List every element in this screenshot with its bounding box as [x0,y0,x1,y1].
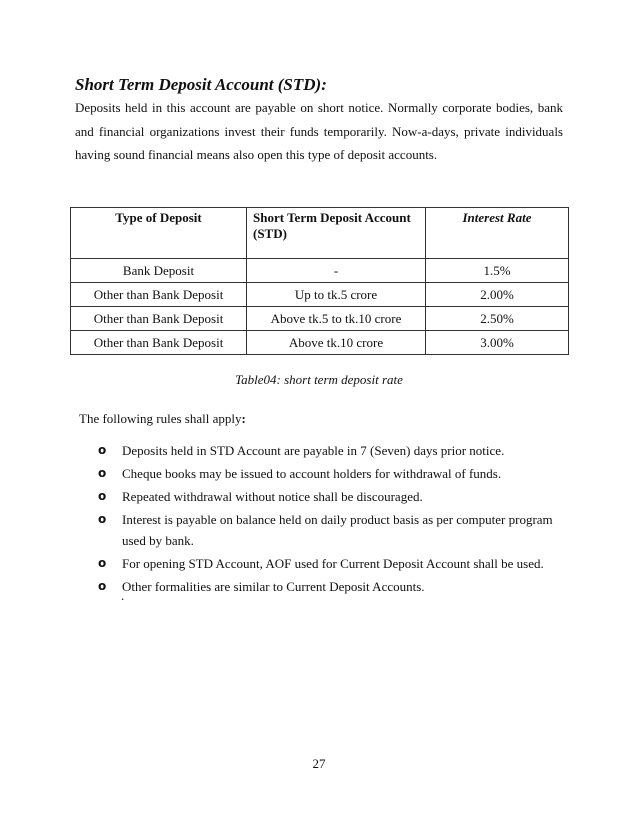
table-row [71,307,569,331]
hollow-bullet-icon: o [98,489,107,503]
hollow-bullet-icon: o [98,556,107,570]
list-item-text: Deposits held in STD Account are payable in 7 (Seven) days prior notice. [122,443,505,458]
hollow-bullet-icon: o [98,466,107,480]
cell-rate: 1.5% [426,259,569,283]
list-item [96,486,571,507]
rules-list [96,440,571,599]
list-item [96,463,571,484]
list-item [96,553,571,574]
list-item-text: Interest is payable on balance held on daily product basis as per computer program used by bank. [122,512,553,548]
deposit-rate-table [70,207,569,355]
trailing-mark: . [121,588,125,603]
list-item [96,440,571,461]
rules-intro-text: The following rules shall apply [79,411,242,426]
list-item [96,576,571,597]
intro-paragraph: Deposits held in this account are payable on short notice. Normally corporate bodies, bank and financial organizations invest their funds temporarily. Now-a-days, private individuals having sound financial means also open this type of deposit accounts. [75,100,563,162]
cell-std: - [247,259,426,283]
cell-std: Up to tk.5 crore [247,283,426,307]
table-row [71,283,569,307]
section-heading: Short Term Deposit Account (STD): [75,75,327,94]
cell-type: Other than Bank Deposit [71,331,247,355]
cell-rate: 2.00% [426,283,569,307]
table-row [71,331,569,355]
cell-type: Other than Bank Deposit [71,283,247,307]
cell-std: Above tk.5 to tk.10 crore [247,307,426,331]
column-header-rate: Interest Rate [426,208,569,259]
list-item-text: Cheque books may be issued to account holders for withdrawal of funds. [122,466,502,481]
cell-type: Other than Bank Deposit [71,307,247,331]
list-item [96,509,571,551]
cell-type: Bank Deposit [71,259,247,283]
cell-std: Above tk.10 crore [247,331,426,355]
cell-rate: 2.50% [426,307,569,331]
hollow-bullet-icon: o [98,512,107,526]
rules-intro-colon: : [241,411,246,426]
hollow-bullet-icon: o [98,579,107,593]
list-item-text: Other formalities are similar to Current Deposit Accounts. [122,579,425,594]
page-number: 27 [312,756,326,771]
column-header-type: Type of Deposit [71,208,247,259]
list-item-text: Repeated withdrawal without notice shall be discouraged. [122,489,423,504]
table-row [71,259,569,283]
list-item-text: For opening STD Account, AOF used for Current Deposit Account shall be used. [122,556,544,571]
cell-rate: 3.00% [426,331,569,355]
column-header-std: Short Term Deposit Account (STD) [247,208,426,259]
table-header-row [71,208,569,259]
hollow-bullet-icon: o [98,443,107,457]
rules-intro [79,411,246,427]
table-caption: Table04: short term deposit rate [235,372,403,387]
